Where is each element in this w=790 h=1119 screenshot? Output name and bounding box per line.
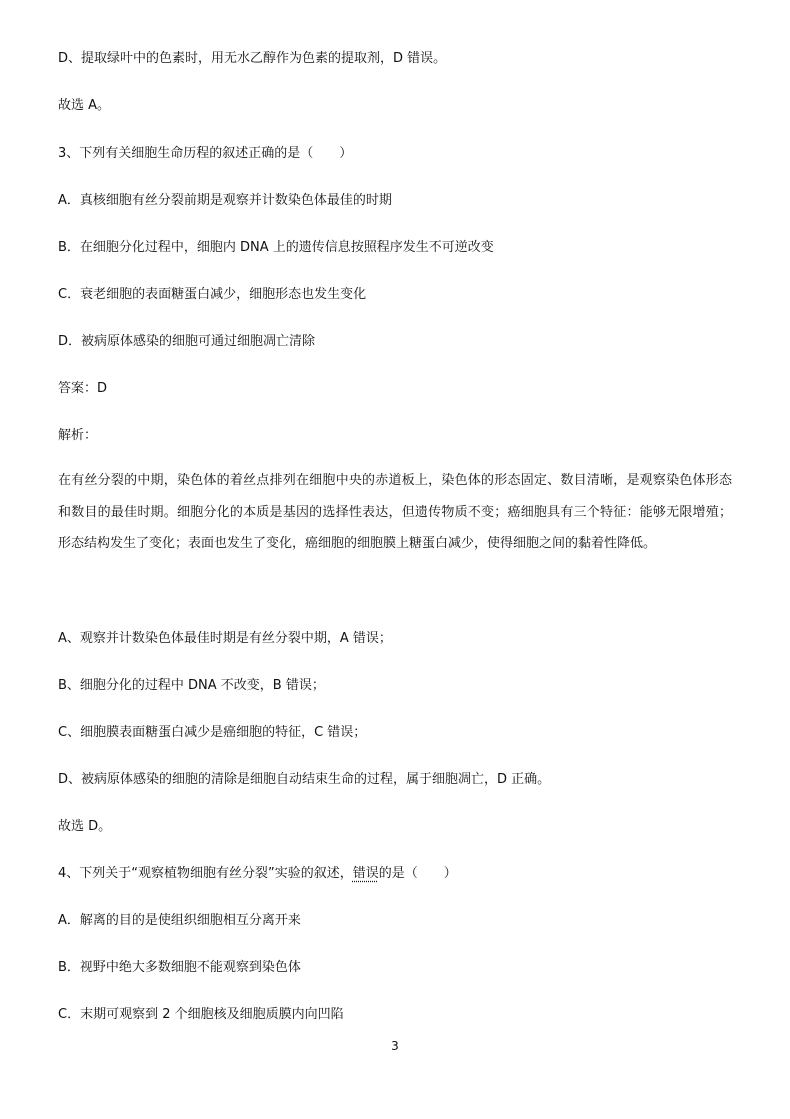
question-3-option-a: A．真核细胞有丝分裂前期是观察并计数染色体最佳的时期 xyxy=(58,193,392,208)
question-3-option-c: C．衰老细胞的表面糖蛋白减少，细胞形态也发生变化 xyxy=(58,287,367,302)
prev-option-d-analysis: D、提取绿叶中的色素时，用无水乙醇作为色素的提取剂，D 错误。 xyxy=(58,51,447,66)
question-3-analysis-item-d: D、被病原体感染的细胞的清除是细胞自动结束生命的过程，属于细胞凋亡，D 正确。 xyxy=(58,772,551,787)
question-4-stem-after: 的是（ ） xyxy=(378,866,457,881)
question-4-option-a: A．解离的目的是使组织细胞相互分离开来 xyxy=(58,913,301,928)
page-number: 3 xyxy=(391,1039,399,1053)
question-3-stem: 3、下列有关细胞生命历程的叙述正确的是（ ） xyxy=(58,146,353,161)
question-3-analysis-item-b: B、细胞分化的过程中 DNA 不改变，B 错误； xyxy=(58,678,325,693)
question-4-option-c: C．末期可观察到 2 个细胞核及细胞质膜内向凹陷 xyxy=(58,1007,344,1022)
prev-conclusion: 故选 A。 xyxy=(58,98,111,113)
question-3-analysis-item-a: A、观察并计数染色体最佳时期是有丝分裂中期，A 错误； xyxy=(58,631,392,646)
question-3-analysis-item-c: C、细胞膜表面糖蛋白减少是癌细胞的特征，C 错误； xyxy=(58,725,367,740)
question-3-analysis-label: 解析： xyxy=(58,428,98,443)
question-4-stem-emphasis: 错误 xyxy=(352,866,379,881)
question-4-stem xyxy=(58,865,457,883)
question-4-stem-before: 4、下列关于“观察植物细胞有丝分裂”实验的叙述， xyxy=(58,866,353,881)
question-3-option-d: D．被病原体感染的细胞可通过细胞凋亡清除 xyxy=(58,334,316,349)
question-3-analysis-paragraph: 在有丝分裂的中期，染色体的着丝点排列在细胞中央的赤道板上，染色体的形态固定、数目清晰，是观察染色体形态和数目的最佳时期。细胞分化的本质是基因的选择性表达，但遗传物质不变；癌细胞具有三个特征：能够无限增殖；形态结构发生了变化；表面也发生了变化，癌细胞的细胞膜上糖蛋白减少，使得细胞之间的黏着性降低。 xyxy=(58,473,732,551)
question-4-option-b: B．视野中绝大多数细胞不能观察到染色体 xyxy=(58,960,301,975)
question-3-option-b: B．在细胞分化过程中，细胞内 DNA 上的遗传信息按照程序发生不可逆改变 xyxy=(58,240,494,255)
question-3-conclusion: 故选 D。 xyxy=(58,819,112,834)
question-3-answer: 答案：D xyxy=(58,381,108,396)
